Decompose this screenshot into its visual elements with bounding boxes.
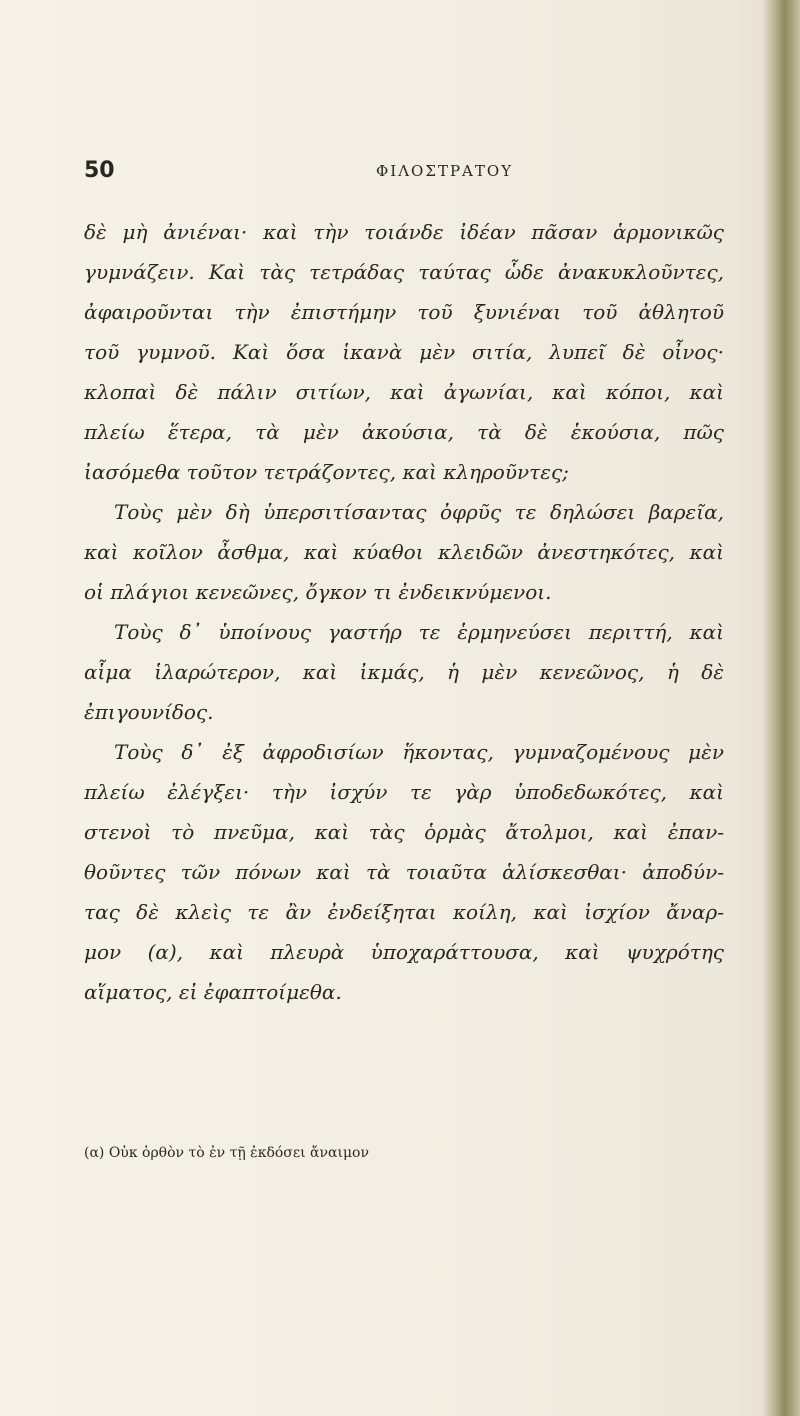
text-line: ἀφαιροῦνται τὴν ἐπιστήμην τοῦ ξυνιέναι τοῦ ἀθλητοῦ — [84, 300, 724, 324]
text-line: αἷμα ἱλαρώτερον, καὶ ἰκμάς, ἡ μὲν κενεῶνος, ἡ δὲ — [84, 660, 724, 684]
text-line: Τοὺς δ᾽ ὑποίνους γαστήρ τε ἑρμηνεύσει περιττή, καὶ — [114, 620, 724, 644]
text-line: πλείω ἐλέγξει· τὴν ἰσχύν τε γὰρ ὑποδεδωκότες, καὶ — [84, 780, 724, 804]
page-edge — [762, 0, 800, 1416]
text-line: οἱ πλάγιοι κενεῶνες, ὄγκον τι ἐνδεικνύμενοι. — [84, 580, 552, 604]
text-line: ἐπιγουνίδος. — [84, 700, 214, 724]
text-line: καὶ κοῖλον ἆσθμα, καὶ κύαθοι κλειδῶν ἀνεστηκότες, καὶ — [84, 540, 724, 564]
text-line: τοῦ γυμνοῦ. Καὶ ὅσα ἱκανὰ μὲν σιτία, λυπεῖ δὲ οἶνος· — [84, 340, 724, 364]
body-text — [84, 212, 724, 1012]
text-line: στενοὶ τὸ πνεῦμα, καὶ τὰς ὁρμὰς ἄτολμοι, καὶ ἐπαν- — [84, 820, 724, 844]
text-line: αἵματος, εἰ ἐφαπτοίμεθα. — [84, 980, 342, 1004]
text-line: πλείω ἕτερα, τὰ μὲν ἀκούσια, τὰ δὲ ἑκούσια, πῶς — [84, 420, 724, 444]
text-line: ἰασόμεθα τοῦτον τετράζοντες, καὶ κληροῦντες; — [84, 460, 569, 484]
text-line: κλοπαὶ δὲ πάλιν σιτίων, καὶ ἀγωνίαι, καὶ κόποι, καὶ — [84, 380, 724, 404]
text-line: μον (α), καὶ πλευρὰ ὑποχαράττουσα, καὶ ψυχρότης — [84, 940, 724, 964]
page-header — [84, 158, 724, 198]
text-line: Τοὺς δ᾽ ἐξ ἀφροδισίων ἥκοντας, γυμναζομένους μὲν — [114, 740, 724, 764]
text-line: γυμνάζειν. Καὶ τὰς τετράδας ταύτας ὧδε ἀνακυκλοῦντες, — [84, 260, 724, 284]
running-title: ΦΙΛΟΣΤΡΑΤΟΥ — [376, 162, 514, 180]
text-line: δὲ μὴ ἀνιέναι· καὶ τὴν τοιάνδε ἰδέαν πᾶσαν ἁρμονικῶς — [84, 220, 724, 244]
text-line: θοῦντες τῶν πόνων καὶ τὰ τοιαῦτα ἁλίσκεσθαι· ἀποδύν- — [84, 860, 724, 884]
page-number: 50 — [84, 158, 115, 183]
footnote: (α) Οὐκ ὀρθὸν τὸ ἐν τῇ ἐκδόσει ἄναιμον — [84, 1145, 369, 1161]
text-line: Τοὺς μὲν δὴ ὑπερσιτίσαντας ὀφρῦς τε δηλώσει βαρεῖα, — [114, 500, 724, 524]
text-line: τας δὲ κλεὶς τε ἂν ἐνδείξηται κοίλη, καὶ ἰσχίον ἄναρ- — [84, 900, 724, 924]
